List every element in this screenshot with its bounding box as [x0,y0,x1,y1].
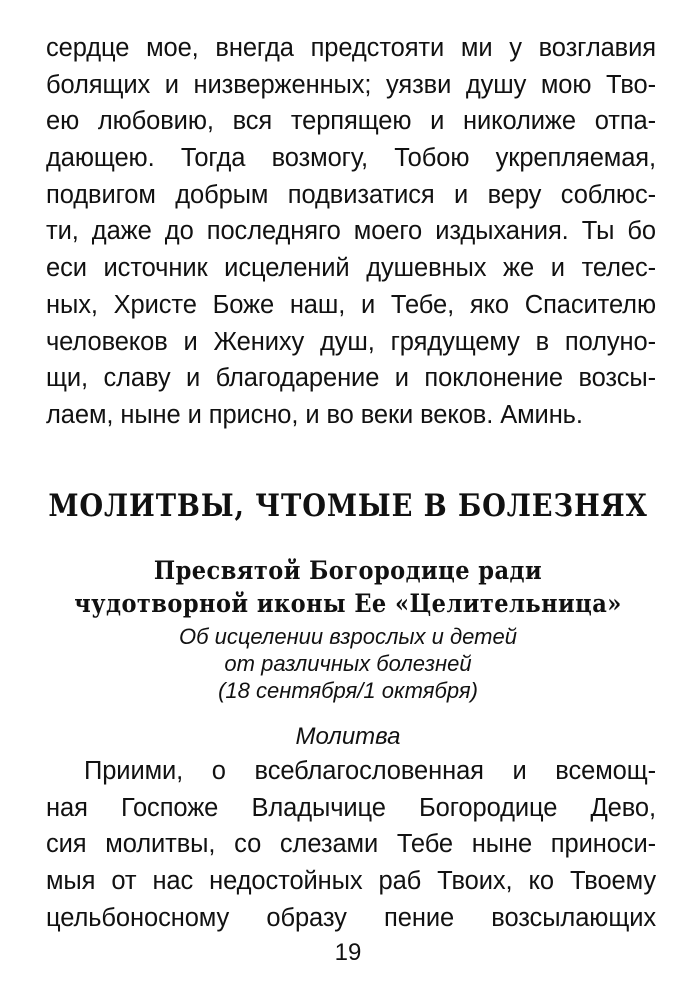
prayer-title-line-1: Пресвятой Богородице ради [153,556,543,585]
feast-date: (18 сентября/1 октября) [218,678,478,703]
prayer-label: Молитва [295,723,401,750]
text-line: еси источник исцелений душевных же и телес- [46,254,656,283]
text-line: Приими, о всеблагословенная и всемощ- [84,757,656,785]
text-line: ею любовию, вся терпящею и николиже отпа- [46,107,656,136]
prayer-body-paragraph [46,753,656,936]
prayer-title-line-2: чудотворной иконы Ее «Целительница» [74,589,622,618]
text-line: ная Госпоже Владычице Богородице Дево, [46,793,656,822]
section-title: МОЛИТВЫ, ЧТОМЫЕ В БОЛЕЗНЯХ [48,488,648,524]
text-line: цельбоносному образу пение возсылающих [46,903,656,932]
text-line: щи, славу и благодарение и поклонение возсы- [46,364,656,393]
text-line: подвигом добрым подвизатися и веру соблюс- [46,180,656,209]
text-line: дающею. Тогда возмогу, Тобою укрепляемая, [46,144,656,173]
prayer-subtitle-line-1: Об исцелении взрослых и детей [179,624,517,649]
prayer-subtitle-line-2: от различных болезней [224,651,472,676]
page-number: 19 [334,939,362,966]
text-line: человеков и Жениху душ, грядущему в полуно- [46,327,656,356]
text-line: ти, даже до последняго моего издыхания. Ты бо [46,217,656,246]
text-line: лаем, ныне и присно, и во веки веков. Аминь. [46,400,583,429]
prayer-continuation-paragraph [46,30,656,434]
text-line: ных, Христе Боже наш, и Тебе, яко Спасителю [46,290,656,319]
text-line: болящих и низверженных; уязви душу мою Тво- [46,70,656,99]
text-line: сердце мое, внегда предстояти ми у возглавия [46,34,656,62]
text-line: мыя от нас недостойных раб Твоих, ко Твоему [46,867,656,896]
text-line: сия молитвы, со слезами Тебе ныне приноси- [46,830,656,859]
